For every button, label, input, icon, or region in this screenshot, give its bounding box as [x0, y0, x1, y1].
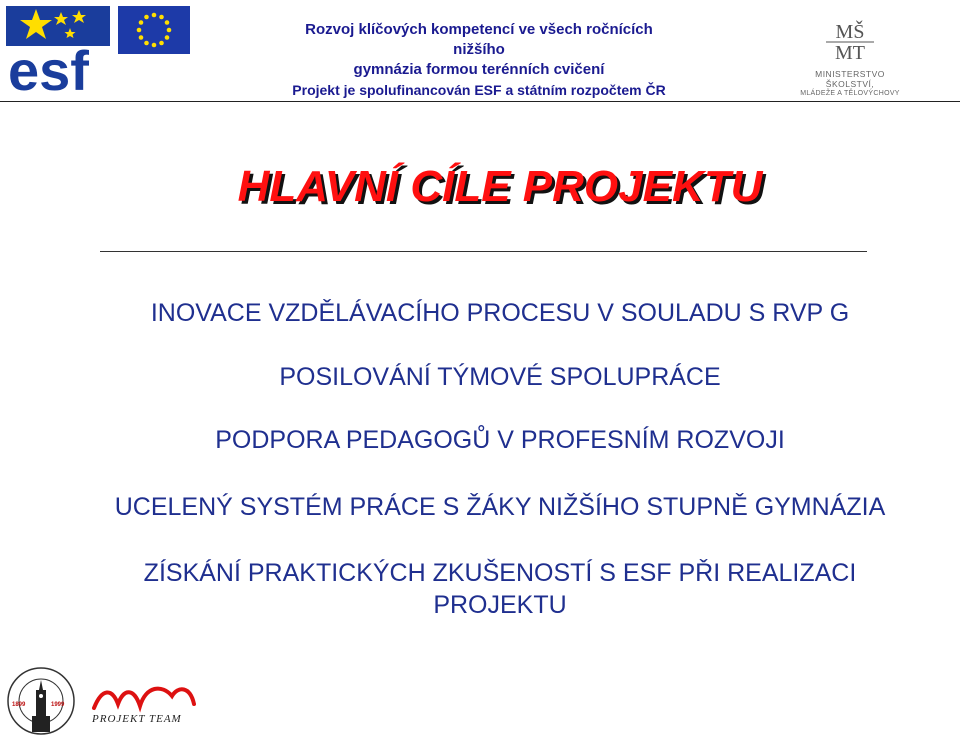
- projekt-team-text: PROJEKT TEAM: [92, 713, 182, 725]
- seal-year-right: 1999: [51, 702, 65, 708]
- seal-year-left: 1899: [12, 702, 26, 708]
- school-seal-logo: [6, 666, 76, 736]
- title-divider: [100, 251, 867, 252]
- header: [0, 0, 960, 104]
- goal-item: POSILOVÁNÍ TÝMOVÉ SPOLUPRÁCE: [279, 363, 721, 391]
- projekt-team-logo: [88, 682, 198, 728]
- cofinancing-note: Projekt je spolufinancován ESF a státním rozpočtem ČR: [292, 82, 666, 98]
- project-name-line1: Rozvoj klíčových kompetencí ve všech ročnících: [305, 21, 653, 38]
- msmt-subtitle: MLÁDEŽE A TĚLOVÝCHOVY: [800, 90, 900, 97]
- eu-flag-icon: [118, 6, 190, 54]
- project-name-line2: nižšího: [453, 41, 505, 58]
- msmt-monogram-icon: [820, 20, 880, 62]
- svg-text:MŠ: MŠ: [835, 21, 865, 43]
- msmt-logo: [790, 20, 910, 98]
- slide-title: HLAVNÍ CÍLE PROJEKTU: [237, 162, 763, 211]
- esf-logo: [6, 6, 110, 94]
- goal-item-continuation: PROJEKTU: [433, 591, 567, 619]
- project-header-text: [258, 20, 700, 100]
- header-divider: [0, 101, 960, 102]
- msmt-name: MINISTERSTVO ŠKOLSTVÍ,: [815, 69, 885, 89]
- project-name-line3: gymnázia formou terénních cvičení: [353, 61, 605, 78]
- esf-logo-text: esf: [8, 39, 89, 94]
- goal-item: INOVACE VZDĚLÁVACÍHO PROCESU V SOULADU S RVP G: [150, 299, 850, 327]
- goal-item: UCELENÝ SYSTÉM PRÁCE S ŽÁKY NIŽŠÍHO STUPNĚ GYMNÁZIA: [114, 493, 886, 521]
- svg-text:MT: MT: [835, 42, 865, 62]
- goal-item: ZÍSKÁNÍ PRAKTICKÝCH ZKUŠENOSTÍ S ESF PŘI REALIZACI: [143, 559, 857, 587]
- goal-item: PODPORA PEDAGOGŮ V PROFESNÍM ROZVOJI: [215, 426, 785, 454]
